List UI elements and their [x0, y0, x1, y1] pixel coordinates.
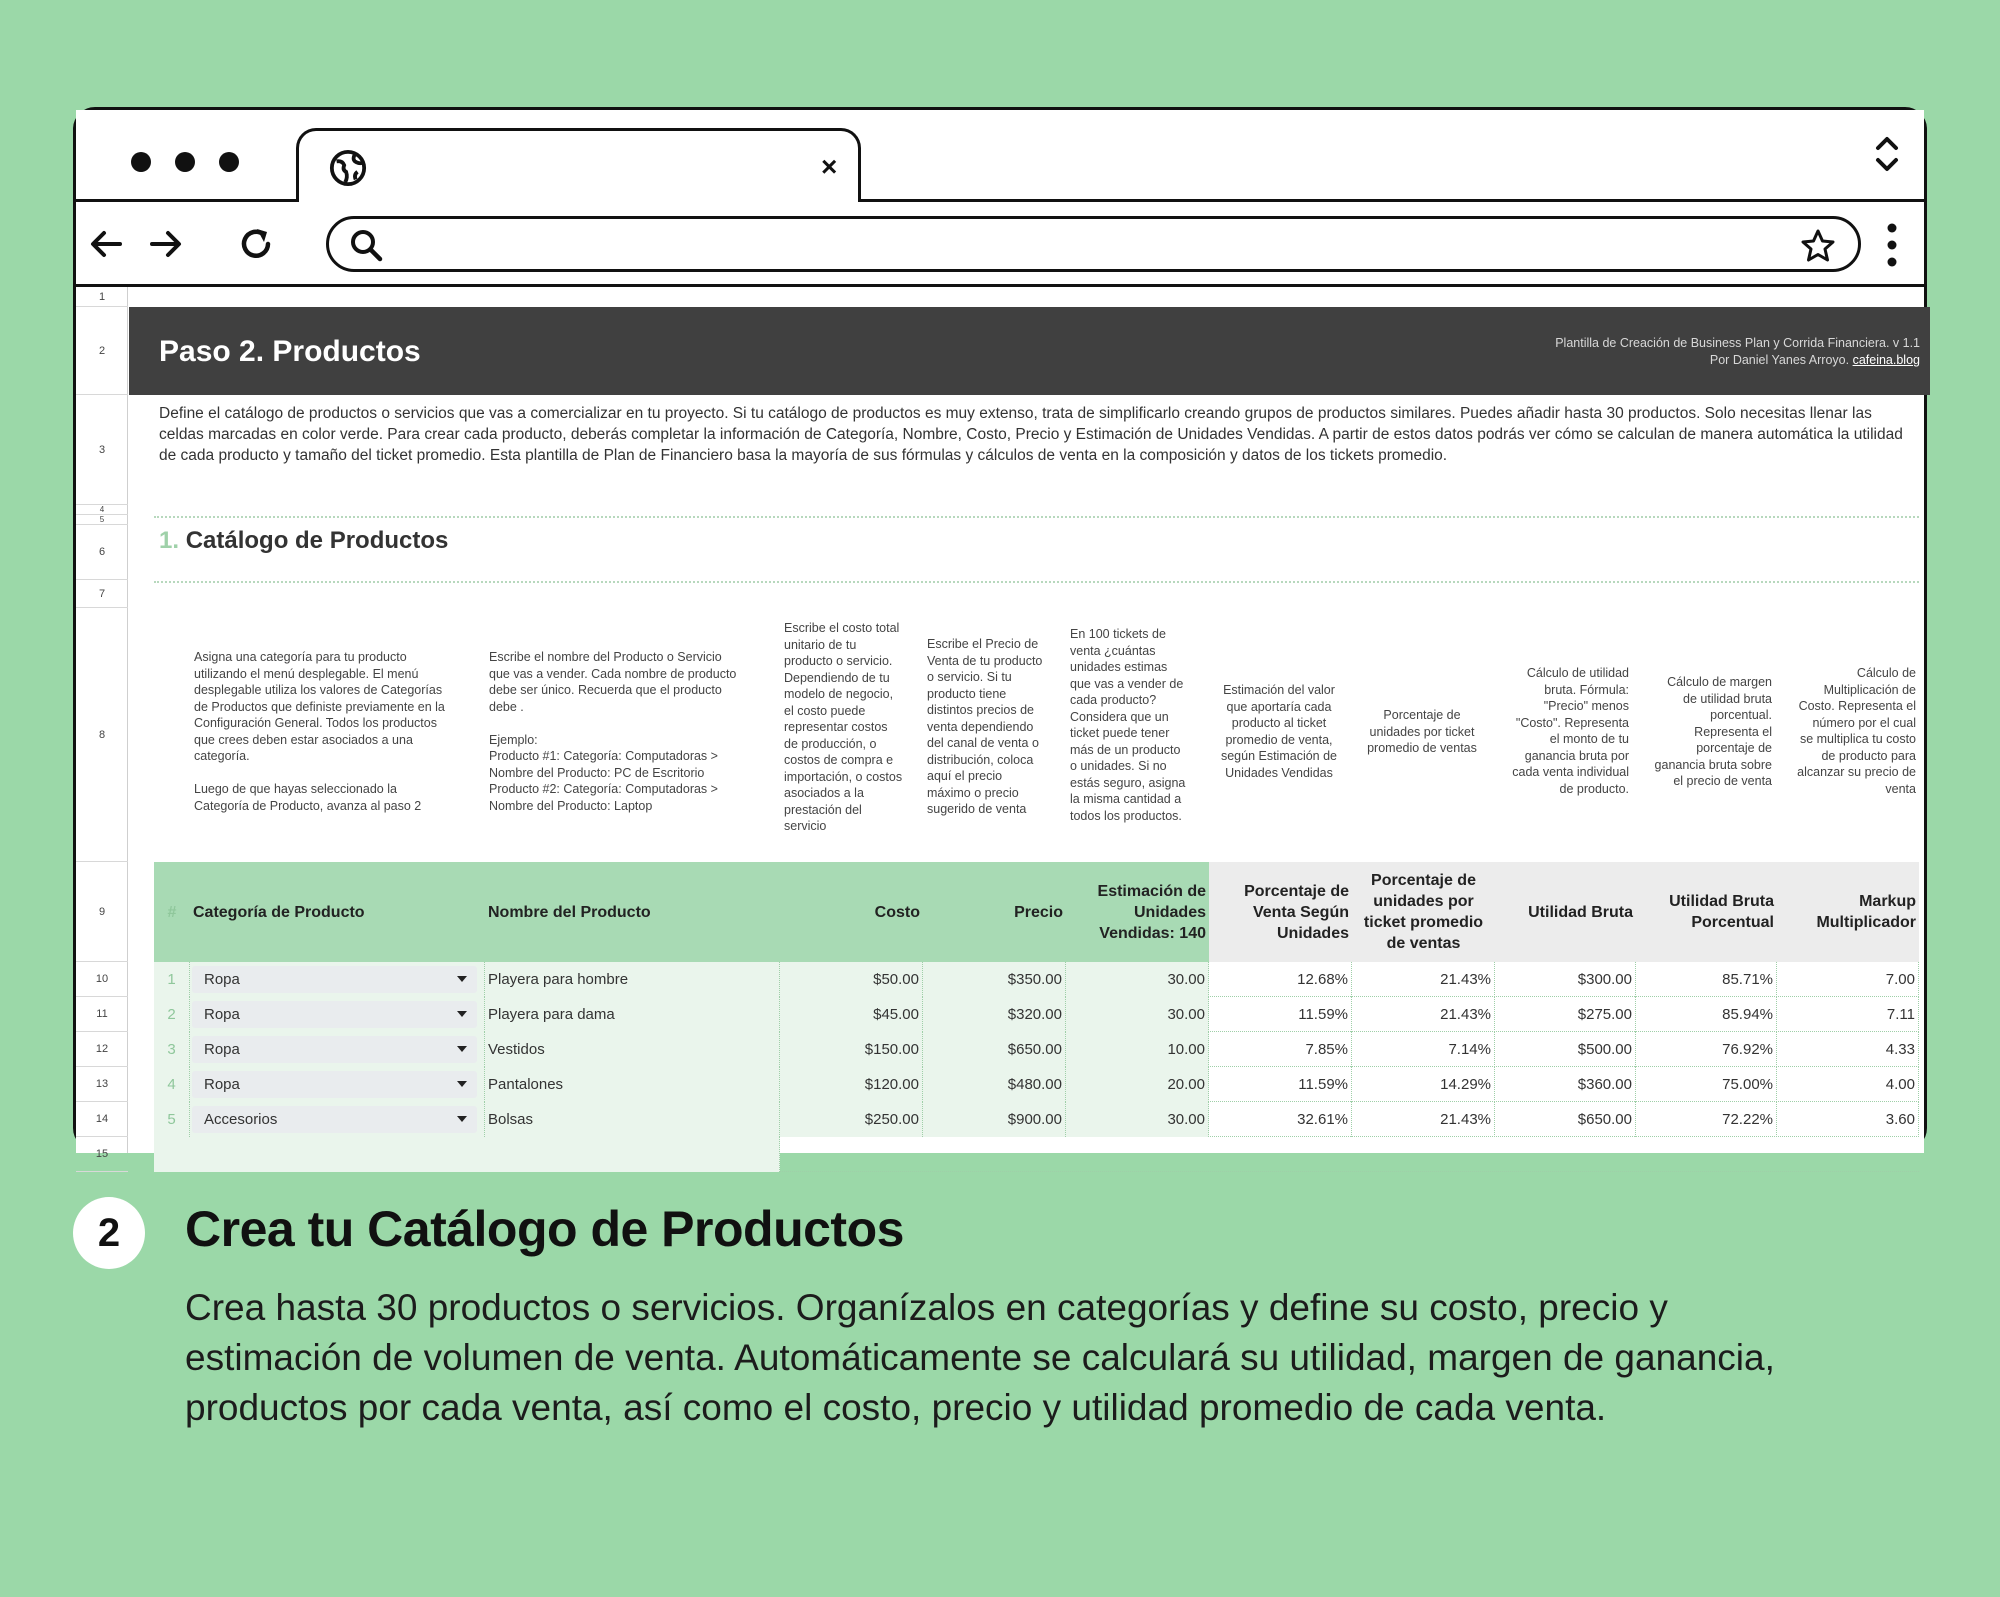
table-header [154, 862, 1919, 962]
gross-profit-cell: $275.00 [1495, 997, 1636, 1032]
markup-cell: 7.11 [1777, 997, 1919, 1032]
cost-cell[interactable]: $120.00 [780, 1067, 923, 1102]
column-header-porcentaje-venta[interactable]: Porcentaje de Venta Según Unidades [1209, 862, 1352, 962]
cost-cell[interactable]: $150.00 [780, 1032, 923, 1067]
row-index: 5 [154, 1102, 190, 1137]
description-categoria: Asigna una categoría para tu producto utilizando el menú desplegable. El menú desplegable utiliza los valores de Categorías de Productos que definiste previamente en la Configuración General. Todos los productos que crees deben estar asociados a una categoría. Luego de que hayas seleccionado la Categoría de Producto, avanza al paso 2 [194, 650, 445, 813]
chevron-down-icon[interactable] [457, 1011, 467, 1017]
row-number[interactable]: 10 [76, 962, 128, 997]
gross-profit-cell: $300.00 [1495, 962, 1636, 997]
section-title [159, 527, 448, 555]
units-percent-cell: 21.43% [1352, 1102, 1495, 1137]
price-cell[interactable]: $650.00 [923, 1032, 1066, 1067]
chevron-down-icon[interactable] [457, 1081, 467, 1087]
row-number[interactable]: 15 [76, 1137, 128, 1172]
browser-tab[interactable] [296, 128, 861, 208]
chevron-down-icon[interactable] [457, 1116, 467, 1122]
browser-toolbar [76, 202, 1924, 287]
category-cell[interactable] [190, 1067, 485, 1102]
template-author-line [1555, 352, 1920, 369]
category-dropdown[interactable] [192, 966, 477, 993]
tab-list-chevron-icon[interactable] [1872, 132, 1902, 176]
cost-cell[interactable]: $50.00 [780, 962, 923, 997]
units-percent-cell: 14.29% [1352, 1067, 1495, 1102]
divider [154, 581, 1919, 583]
column-header-costo[interactable]: Costo [780, 862, 923, 962]
chevron-down-icon[interactable] [457, 1046, 467, 1052]
row-number[interactable]: 13 [76, 1067, 128, 1102]
divider [154, 516, 1919, 518]
category-cell[interactable] [190, 1102, 485, 1137]
forward-arrow-icon[interactable] [146, 224, 186, 264]
row-number[interactable]: 8 [76, 608, 128, 862]
gross-profit-cell: $650.00 [1495, 1102, 1636, 1137]
markup-cell: 7.00 [1777, 962, 1919, 997]
browser-window [73, 107, 1927, 1160]
category-dropdown[interactable] [192, 1036, 477, 1063]
row-number[interactable]: 14 [76, 1102, 128, 1137]
chevron-down-icon[interactable] [457, 976, 467, 982]
caption-title: Crea tu Catálogo de Productos [185, 1201, 904, 1257]
table-row [154, 1102, 1919, 1137]
column-header-nombre[interactable]: Nombre del Producto [485, 862, 780, 962]
category-cell[interactable] [190, 962, 485, 997]
row-number-column [76, 287, 128, 1160]
price-cell[interactable]: $320.00 [923, 997, 1066, 1032]
product-name-cell[interactable]: Pantalones [485, 1067, 780, 1102]
gross-profit-cell: $360.00 [1495, 1067, 1636, 1102]
markup-cell: 3.60 [1777, 1102, 1919, 1137]
units-percent-cell: 21.43% [1352, 997, 1495, 1032]
table-row-partial [154, 1137, 1919, 1172]
window-dot-icon[interactable] [219, 152, 239, 172]
column-header-markup[interactable]: Markup Multiplicador [1777, 862, 1919, 962]
row-number[interactable]: 11 [76, 997, 128, 1032]
row-number[interactable]: 4 [76, 505, 128, 515]
row-number[interactable]: 12 [76, 1032, 128, 1067]
category-value: Accesorios [204, 1111, 278, 1128]
category-dropdown[interactable] [192, 1071, 477, 1098]
category-cell[interactable] [190, 1032, 485, 1067]
spreadsheet [76, 287, 1924, 1160]
description-nombre: Escribe el nombre del Producto o Servicio que vas a vender. Cada nombre de producto debe ser único. Recuerda que el producto debe . Ejemplo: Producto #1: Categoría: Computadoras > Nombre del Producto: PC de Escritorio Producto #2: Categoría: Computadoras > Nombre del Producto: Laptop [489, 650, 737, 813]
sales-percent-cell: 32.61% [1209, 1102, 1352, 1137]
row-number[interactable]: 3 [76, 395, 128, 505]
row-number[interactable]: 5 [76, 515, 128, 525]
template-name: Plantilla de Creación de Business Plan y Corrida Financiera. v 1.1 [1555, 336, 1920, 350]
description-estimacion: En 100 tickets de venta ¿cuántas unidades estimas que vas a vender de cada producto? Considera que un ticket puede tener más de un producto o unidades. Si no estás seguro, asigna la misma cantidad a todos los productos. [1070, 627, 1186, 823]
column-header-categoria[interactable]: Categoría de Producto [190, 862, 485, 962]
row-index: 3 [154, 1032, 190, 1067]
step-badge: 2 [73, 1197, 145, 1269]
category-value: Ropa [204, 1006, 240, 1023]
category-value: Ropa [204, 1076, 240, 1093]
column-header-precio[interactable]: Precio [923, 862, 1066, 962]
search-icon [349, 228, 385, 264]
tab-bar [76, 110, 1924, 202]
units-estimate-cell[interactable]: 30.00 [1066, 997, 1209, 1032]
window-dot-icon[interactable] [175, 152, 195, 172]
table-row [154, 997, 1919, 1032]
window-dot-icon[interactable] [131, 152, 151, 172]
caption-body: Crea hasta 30 productos o servicios. Organízalos en categorías y define su costo, precio y estimación de volumen de venta. Automáticamente se calculará su utilidad, margen de ganancia, productos por cada venta, así como el costo, precio y utilidad promedio de cada venta. [185, 1287, 1775, 1428]
template-credits [1555, 335, 1920, 369]
row-index: 1 [154, 962, 190, 997]
cost-cell[interactable]: $250.00 [780, 1102, 923, 1137]
markup-cell: 4.33 [1777, 1032, 1919, 1067]
partial-row-cells [154, 1137, 780, 1172]
sales-percent-cell: 11.59% [1209, 997, 1352, 1032]
cost-cell[interactable]: $45.00 [780, 997, 923, 1032]
reload-icon[interactable] [236, 224, 276, 264]
description-costo: Escribe el costo total unitario de tu producto o servicio. Dependiendo de tu modelo de negocio, el costo puede representar costos de producción, o costos de compra e importación, o costos asociados a la prestación del servicio [784, 621, 903, 833]
column-header-utilidad-bruta[interactable]: Utilidad Bruta [1495, 862, 1636, 962]
column-header-porcentaje-unidades[interactable]: Porcentaje de unidades por ticket promedio de ventas [1352, 862, 1495, 962]
description-precio: Escribe el Precio de Venta de tu producto o servicio. Si tu producto tiene distintos precios de venta dependiendo del canal de venta o distribución, coloca aquí el precio máximo o precio sugerido de venta [927, 637, 1043, 816]
sheet-header-band [129, 307, 1930, 395]
globe-icon [329, 149, 367, 187]
description-markup: Cálculo de Multiplicación de Costo. Representa el número por el cual se multiplica tu costo de producto para alcanzar su precio de venta [1797, 666, 1916, 796]
price-cell[interactable]: $900.00 [923, 1102, 1066, 1137]
description-utilidad-porcentual: Cálculo de margen de utilidad bruta porcentual. Representa el porcentaje de ganancia bruta sobre el precio de venta [1654, 675, 1772, 788]
table-row [154, 1032, 1919, 1067]
units-estimate-cell[interactable]: 30.00 [1066, 1102, 1209, 1137]
category-value: Ropa [204, 1041, 240, 1058]
category-value: Ropa [204, 971, 240, 988]
gross-margin-cell: 72.22% [1636, 1102, 1777, 1137]
markup-cell: 4.00 [1777, 1067, 1919, 1102]
intro-paragraph: Define el catálogo de productos o servicios que vas a comercializar en tu proyecto. Si tu catálogo de productos es muy extenso, trata de simplificarlo creando grupos de productos similares. Puedes añadir hasta 30 productos. Solo necesitas llenar las celdas marcadas en color verde. Para crear cada producto, deberás completar la información de Categoría, Nombre, Costo, Precio y Estimación de Unidades Vendidas. A partir de estos datos podrás ver cómo se calculan de manera automática la utilidad de cada producto y tamaño del ticket promedio. Esta plantilla de Plan de Financiero basa la mayoría de sus fórmulas y cálculos de venta en la composición y datos de los tickets promedio. [159, 405, 1903, 464]
column-header-hash[interactable]: # [154, 862, 190, 962]
gross-margin-cell: 75.00% [1636, 1067, 1777, 1102]
description-porcentaje-unidades: Porcentaje de unidades por ticket promedio de ventas [1367, 708, 1477, 755]
row-number[interactable]: 6 [76, 525, 128, 580]
close-tab-icon[interactable]: × [821, 151, 838, 182]
sales-percent-cell: 7.85% [1209, 1032, 1352, 1067]
window-controls [131, 152, 239, 172]
table-row [154, 1067, 1919, 1102]
sales-percent-cell: 11.59% [1209, 1067, 1352, 1102]
row-index: 4 [154, 1067, 190, 1102]
price-cell[interactable]: $350.00 [923, 962, 1066, 997]
description-utilidad-bruta: Cálculo de utilidad bruta. Fórmula: "Precio" menos "Costo". Representa el monto de tu ganancia bruta por cada venta individual de producto. [1512, 666, 1629, 796]
category-dropdown[interactable] [192, 1001, 477, 1028]
row-number[interactable]: 1 [76, 287, 128, 307]
product-name-cell[interactable]: Playera para hombre [485, 962, 780, 997]
row-number[interactable]: 9 [76, 862, 128, 962]
units-percent-cell: 21.43% [1352, 962, 1495, 997]
product-name-cell[interactable]: Playera para dama [485, 997, 780, 1032]
address-bar[interactable] [326, 216, 1861, 272]
author-blog-link[interactable]: cafeina.blog [1852, 353, 1920, 367]
units-percent-cell: 7.14% [1352, 1032, 1495, 1067]
back-arrow-icon[interactable] [86, 224, 126, 264]
column-header-utilidad-porcentual[interactable]: Utilidad Bruta Porcentual [1636, 862, 1777, 962]
menu-kebab-icon[interactable] [1886, 222, 1898, 268]
page-title: Paso 2. Productos [159, 335, 421, 368]
product-name-cell[interactable]: Vestidos [485, 1032, 780, 1067]
template-author: Por Daniel Yanes Arroyo. [1709, 353, 1850, 367]
category-cell[interactable] [190, 997, 485, 1032]
section-title-text: Catálogo de Productos [185, 527, 449, 554]
units-estimate-cell[interactable]: 20.00 [1066, 1067, 1209, 1102]
units-estimate-cell[interactable]: 30.00 [1066, 962, 1209, 997]
gross-margin-cell: 85.94% [1636, 997, 1777, 1032]
row-number[interactable]: 7 [76, 580, 128, 608]
price-cell[interactable]: $480.00 [923, 1067, 1066, 1102]
table-row [154, 962, 1919, 997]
bookmark-star-icon[interactable] [1800, 228, 1836, 264]
gross-margin-cell: 85.71% [1636, 962, 1777, 997]
gross-profit-cell: $500.00 [1495, 1032, 1636, 1067]
row-number[interactable]: 2 [76, 307, 128, 395]
column-header-estimacion[interactable]: Estimación de Unidades Vendidas: 140 [1066, 862, 1209, 962]
section-number: 1. [159, 527, 180, 554]
sales-percent-cell: 12.68% [1209, 962, 1352, 997]
units-estimate-cell[interactable]: 10.00 [1066, 1032, 1209, 1067]
description-porcentaje-venta: Estimación del valor que aportaría cada producto al ticket promedio de venta, según Estimación de Unidades Vendidas [1220, 683, 1338, 780]
row-index: 2 [154, 997, 190, 1032]
gross-margin-cell: 76.92% [1636, 1032, 1777, 1067]
category-dropdown[interactable] [192, 1106, 477, 1133]
product-name-cell[interactable]: Bolsas [485, 1102, 780, 1137]
